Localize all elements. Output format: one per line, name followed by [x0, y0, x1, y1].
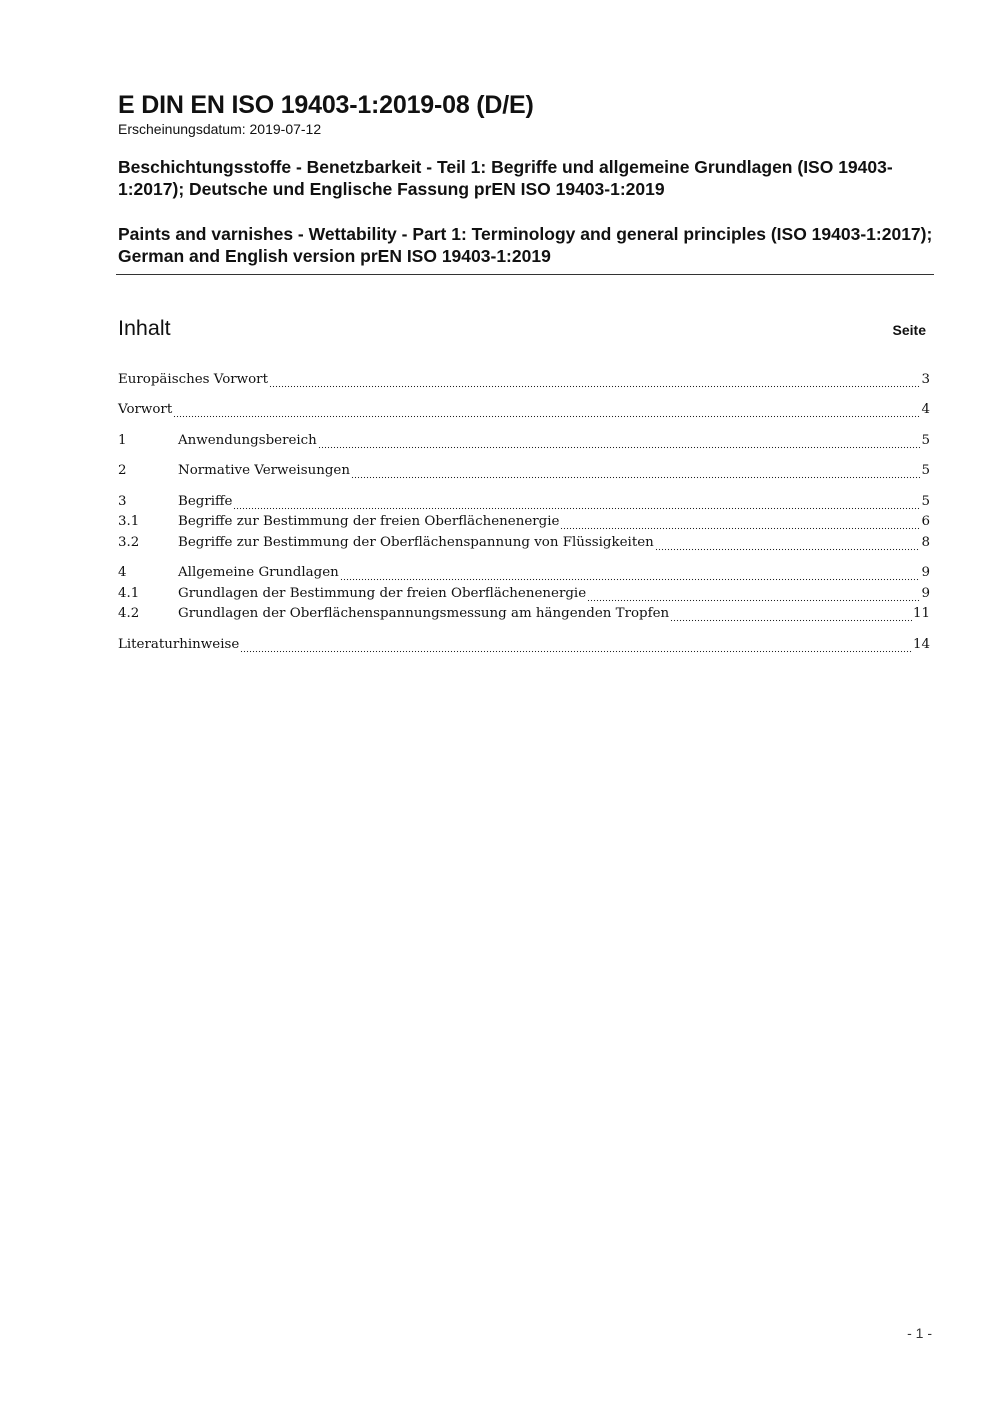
toc-entry-page: 5	[921, 494, 930, 509]
toc-entry-text: Grundlagen der Oberflächenspannungsmessung am hängenden Tropfen	[178, 606, 670, 621]
toc-leader-dots	[173, 404, 920, 418]
toc-leader-dots	[269, 374, 921, 388]
toc-entry-text: Allgemeine Grundlagen	[178, 565, 339, 580]
toc-leader-dots	[655, 537, 921, 551]
toc-entry[interactable]	[118, 402, 930, 422]
toc-entry-page: 9	[921, 565, 930, 580]
document-id: E DIN EN ISO 19403-1:2019-08 (D/E)	[118, 91, 534, 119]
toc-leader-dots	[670, 608, 912, 622]
toc-leader-dots	[587, 588, 920, 602]
toc-entry-number: 4.1	[118, 586, 140, 601]
toc-title: Inhalt	[118, 316, 171, 340]
toc-entry-text: Grundlagen der Bestimmung der freien Oberflächenenergie	[178, 586, 587, 601]
toc-leader-dots	[240, 639, 912, 653]
toc-leader-dots	[233, 496, 920, 510]
toc-entry-number: 4.2	[118, 606, 140, 621]
toc-entry-page: 9	[921, 586, 930, 601]
toc-entry-text: Begriffe zur Bestimmung der Oberflächenspannung von Flüssigkeiten	[178, 535, 654, 550]
toc-entry-number: 3	[118, 494, 127, 509]
toc-entry[interactable]	[118, 494, 930, 514]
title-german: Beschichtungsstoffe - Benetzbarkeit - Teil 1: Begriffe und allgemeine Grundlagen (ISO 19403-1:2017); Deutsche und Englische Fassung prEN ISO 19403-1:2019	[118, 157, 893, 199]
document-header	[118, 90, 933, 267]
toc-entry[interactable]	[118, 565, 930, 585]
page-number: - 1 -	[907, 1325, 932, 1341]
toc-entry-text: Normative Verweisungen	[178, 463, 350, 478]
toc-entry-text: Europäisches Vorwort	[118, 372, 268, 387]
toc-entry-text: Begriffe zur Bestimmung der freien Oberflächenenergie	[178, 514, 560, 529]
toc-entry-number: 4	[118, 565, 127, 580]
toc-leader-dots	[318, 435, 921, 449]
toc-entry-page: 11	[912, 606, 930, 621]
toc-entry-text: Begriffe	[178, 494, 233, 509]
toc-entry-text: Literaturhinweise	[118, 637, 240, 652]
toc-entry[interactable]	[118, 606, 930, 626]
toc-entry[interactable]	[118, 372, 930, 392]
toc-entry-number: 3.2	[118, 535, 140, 550]
toc-entry-text: Anwendungsbereich	[178, 433, 317, 448]
toc-leader-dots	[351, 465, 921, 479]
toc-entry[interactable]	[118, 463, 930, 483]
toc-entry-page: 3	[921, 372, 930, 387]
toc-leader-dots	[560, 516, 920, 530]
toc-entry[interactable]	[118, 535, 930, 555]
toc-entry-page: 6	[921, 514, 930, 529]
toc-entry-number: 3.1	[118, 514, 140, 529]
toc-page-label: Seite	[892, 322, 926, 338]
toc-entry[interactable]	[118, 433, 930, 453]
toc-entry-number: 1	[118, 433, 127, 448]
toc-entry-page: 5	[921, 463, 930, 478]
toc-entry[interactable]	[118, 586, 930, 606]
toc-entry-page: 4	[921, 402, 930, 417]
toc-entry-page: 8	[921, 535, 930, 550]
header-divider	[116, 274, 934, 275]
toc-leader-dots	[340, 567, 921, 581]
title-english: Paints and varnishes - Wettability - Part 1: Terminology and general principles (ISO 19403-1:2017); German and English version prEN ISO 19403-1:2019	[118, 224, 933, 266]
toc-entry[interactable]	[118, 514, 930, 534]
toc-entry[interactable]	[118, 637, 930, 657]
toc-entry-page: 5	[921, 433, 930, 448]
toc-entry-text: Vorwort	[118, 402, 173, 417]
toc-entry-number: 2	[118, 463, 127, 478]
publication-date: Erscheinungsdatum: 2019-07-12	[118, 121, 322, 137]
toc-entry-page: 14	[912, 637, 930, 652]
